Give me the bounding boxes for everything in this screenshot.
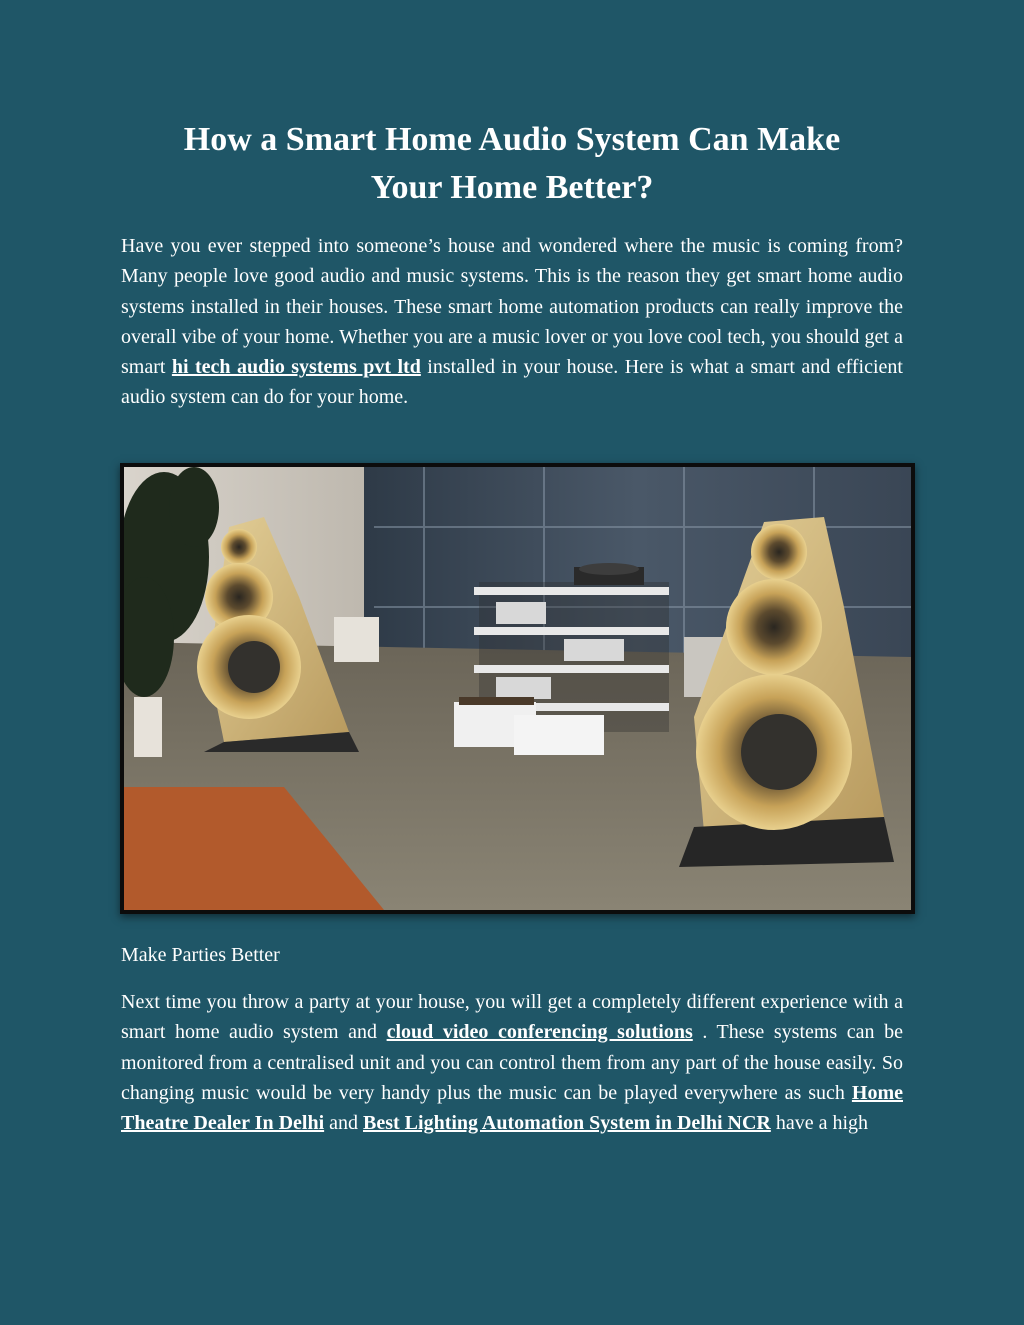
speaker-room-photo	[120, 463, 915, 914]
intro-text-after: installed in your house. Here is what a smart and efficient audio system can do for your home.	[121, 356, 903, 409]
intro-paragraph	[121, 231, 903, 413]
intro-text-before: Have you ever stepped into someone’s house and wondered where the music is coming from? Many people love good audio and music systems. This is the reason they get smart home audio systems installed in their houses. These smart home automation products can really improve the overall vibe of your home. Whether you are a music lover or you love cool tech, you should get a smart	[121, 235, 903, 379]
parties-text-4: have a high	[770, 1112, 869, 1135]
parties-text-3: and	[324, 1112, 364, 1135]
parties-text-1: Next time you throw a party at your house, you will get a completely different experience with a smart home audio system and	[121, 991, 903, 1044]
parties-paragraph	[121, 987, 903, 1138]
cloud-video-conferencing-link[interactable]: cloud video conferencing solutions	[386, 1021, 693, 1044]
title-line-1: How a Smart Home Audio System Can Make	[183, 121, 841, 158]
title-line-2: Your Home Better?	[370, 169, 654, 206]
section-heading: Make Parties Better	[121, 944, 280, 966]
article-title	[120, 116, 904, 212]
home-theatre-dealer-link[interactable]: Home Theatre Dealer In Delhi	[121, 1081, 903, 1135]
hi-tech-audio-link[interactable]: hi tech audio systems pvt ltd	[171, 356, 421, 379]
speaker-room-illustration	[124, 467, 911, 910]
lighting-automation-link[interactable]: Best Lighting Automation System in Delhi NCR	[363, 1112, 771, 1135]
parties-text-2: . These systems can be monitored from a centralised unit and you can control them from any part of the house easily. So changing music would be very handy plus the music can be played everywhere as such	[121, 1021, 903, 1104]
